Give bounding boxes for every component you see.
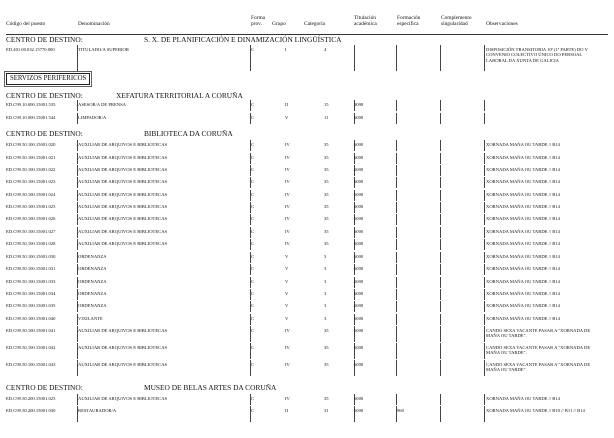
cell-codigo: ED.C99.50.100.15001.023 (6, 179, 56, 184)
column-divider (484, 326, 485, 342)
cell-observaciones: XORNADA MAÑA OU TARDE // B14 (486, 229, 560, 234)
column-divider (484, 394, 485, 405)
column-divider (440, 113, 441, 124)
cell-forma-prov: C (251, 216, 255, 221)
cell-codigo: ED.C99.50.200.15001.030 (6, 408, 56, 413)
cell-codigo: ED.C99.50.100.15001.027 (6, 229, 56, 234)
cell-titulacion: 6000 (354, 155, 364, 160)
table-row (0, 192, 614, 201)
cell-codigo: ED.C99.50.100.15001.034 (6, 291, 56, 296)
cell-observaciones: XORNADA MAÑA OU TARDE // B10 // B11 // B14 (486, 408, 585, 413)
column-divider (396, 45, 397, 71)
cell-grupo: V (285, 291, 289, 296)
cell-observaciones: XORNADA MAÑA OU TARDE // B14 (486, 316, 560, 321)
column-divider (396, 264, 397, 275)
cell-codigo: ED.C99.50.100.15001.026 (6, 216, 56, 221)
table-row (0, 102, 614, 111)
table-row (0, 115, 614, 124)
cell-grupo: IV (285, 167, 290, 172)
column-divider (484, 100, 485, 111)
cell-categoria: 3 (324, 279, 327, 284)
cell-grupo: V (285, 279, 289, 284)
cell-categoria: 35 (324, 155, 329, 160)
cell-denominacion: AUXILIAR DE ARQUIVOS E BIBLIOTECAS (78, 241, 168, 246)
cell-titulacion: 6000 (354, 216, 364, 221)
cell-categoria: 35 (324, 142, 329, 147)
cell-grupo: II (285, 102, 289, 107)
cell-categoria: 4 (324, 47, 327, 52)
column-divider (484, 190, 485, 201)
cell-grupo: V (285, 266, 289, 271)
cell-codigo: ED.C99.50.100.15001.025 (6, 204, 56, 209)
column-divider (396, 343, 397, 359)
column-divider (440, 264, 441, 275)
cell-categoria: 3 (324, 303, 327, 308)
center-name: S. X. DE PLANIFICACIÓN E DINAMIZACIÓN LINGÜÍSTICA (144, 35, 342, 44)
cell-denominacion: LIMPADOR/A (78, 115, 107, 120)
header-complemento: Complemento singularidad (441, 15, 472, 27)
center-name: XEFATURA TERRITORIAL A CORUÑA (116, 91, 243, 100)
cell-codigo: ED.401.00.032.15770.000 (6, 47, 55, 52)
column-divider (440, 406, 441, 422)
column-divider (396, 239, 397, 250)
column-divider (396, 326, 397, 342)
cell-forma-prov: C (251, 303, 255, 308)
cell-forma-prov: C (251, 155, 255, 160)
table-header (0, 14, 614, 34)
cell-forma-prov: C (251, 266, 255, 271)
cell-categoria: 35 (324, 345, 329, 350)
cell-formacion: 960 (397, 408, 404, 413)
cell-observaciones: XORNADA MAÑA OU TARDE // B14 (486, 266, 560, 271)
cell-grupo: IV (285, 229, 290, 234)
cell-observaciones: XORNADA MAÑA OU TARDE // B14 (486, 396, 560, 401)
cell-forma-prov: C (251, 362, 255, 367)
cell-observaciones: XORNADA MAÑA OU TARDE // B14 (486, 279, 560, 284)
column-divider (396, 113, 397, 124)
cell-denominacion: AUXILIAR DE ARQUIVOS E BIBLIOTECAS (78, 229, 168, 234)
cell-codigo: ED.C99.50.100.15001.042 (6, 345, 56, 350)
table-row (0, 179, 614, 188)
cell-categoria: 35 (324, 192, 329, 197)
center-label: CENTRO DE DESTINO: (6, 383, 83, 392)
center-label: CENTRO DE DESTINO: (6, 35, 83, 44)
column-divider (396, 140, 397, 151)
header-categoria: Categoría (304, 21, 325, 27)
cell-categoria: 35 (324, 362, 329, 367)
cell-titulacion: 6000 (354, 328, 364, 333)
column-divider (440, 153, 441, 164)
cell-denominacion: AUXILIAR DE ARQUIVOS E BIBLIOTECAS (78, 192, 168, 197)
cell-denominacion: TITULADO/A SUPERIOR (78, 47, 129, 52)
cell-grupo: IV (285, 155, 290, 160)
cell-denominacion: AUXILIAR DE ARQUIVOS E BIBLIOTECAS (78, 396, 168, 401)
header-observaciones: Observaciones (486, 21, 518, 27)
cell-forma-prov: C (251, 192, 255, 197)
column-divider (396, 177, 397, 188)
column-divider (484, 360, 485, 376)
cell-forma-prov: C (251, 167, 255, 172)
column-divider (484, 113, 485, 124)
cell-forma-prov: C (251, 396, 255, 401)
cell-codigo: ED.C99.50.100.15001.041 (6, 328, 56, 333)
cell-observaciones: CANDO SEXA VACANTE PASAR A "XORNADA DE MAÑA OU TARDE". (486, 328, 591, 339)
column-divider (484, 45, 485, 71)
cell-observaciones: XORNADA MAÑA OU TARDE // B14 (486, 216, 560, 221)
cell-forma-prov: C (251, 241, 255, 246)
cell-codigo: ED.C99.50.100.15001.020 (6, 142, 56, 147)
cell-denominacion: VIXILANTE (78, 316, 103, 321)
cell-denominacion: ORDENANZA (78, 291, 107, 296)
cell-titulacion: 6000 (354, 408, 364, 413)
table-row (0, 241, 614, 250)
table-row (0, 279, 614, 288)
header-formacion: Formación específica (397, 15, 421, 27)
cell-categoria: 35 (324, 229, 329, 234)
column-divider (484, 227, 485, 238)
cell-codigo: ED.C99.50.100.15001.040 (6, 316, 56, 321)
cell-grupo: V (285, 254, 289, 259)
cell-denominacion: AUXILIAR DE ARQUIVOS E BIBLIOTECAS (78, 142, 168, 147)
cell-grupo: V (285, 115, 289, 120)
cell-titulacion: 6000 (354, 229, 364, 234)
cell-categoria: 35 (324, 216, 329, 221)
table-row (0, 254, 614, 263)
column-divider (484, 202, 485, 213)
column-divider (354, 45, 355, 71)
cell-categoria: 35 (324, 167, 329, 172)
table-row (0, 303, 614, 312)
cell-denominacion: AUXILIAR DE ARQUIVOS E BIBLIOTECAS (78, 328, 168, 333)
table-row (0, 266, 614, 275)
cell-forma-prov: C (251, 328, 255, 333)
cell-grupo: IV (285, 192, 290, 197)
cell-titulacion: 6000 (354, 254, 364, 259)
cell-forma-prov: C (251, 179, 255, 184)
cell-titulacion: 3098 (354, 102, 364, 107)
cell-denominacion: AUXILIAR DE ARQUIVOS E BIBLIOTECAS (78, 155, 168, 160)
cell-denominacion: AUXILIAR DE ARQUIVOS E BIBLIOTECAS (78, 345, 168, 350)
column-divider (440, 252, 441, 263)
cell-codigo: ED.C99.50.100.15001.043 (6, 362, 56, 367)
cell-forma-prov: C (251, 345, 255, 350)
cell-categoria: 35 (324, 179, 329, 184)
table-row (0, 396, 614, 405)
column-divider (396, 314, 397, 325)
column-divider (440, 45, 441, 71)
column-divider (484, 343, 485, 359)
cell-categoria: 35 (324, 241, 329, 246)
cell-codigo: ED.C99.10.000.15001.544 (6, 115, 56, 120)
cell-grupo: IV (285, 216, 290, 221)
column-divider (396, 165, 397, 176)
cell-titulacion: 6000 (354, 192, 364, 197)
cell-categoria: 35 (324, 328, 329, 333)
column-divider (484, 277, 485, 288)
column-divider (440, 239, 441, 250)
cell-titulacion: 6000 (354, 362, 364, 367)
column-divider (484, 177, 485, 188)
cell-titulacion: 6000 (354, 345, 364, 350)
center-name: BIBLIOTECA DA CORUÑA (144, 129, 233, 138)
table-row (0, 142, 614, 151)
center-label: CENTRO DE DESTINO: (6, 129, 83, 138)
cell-codigo: ED.C99.50.100.15001.022 (6, 167, 56, 172)
cell-forma-prov: C (251, 291, 255, 296)
column-divider (484, 239, 485, 250)
column-divider (396, 153, 397, 164)
cell-codigo: ED.C99.50.100.15001.035 (6, 303, 56, 308)
cell-codigo: ED.C99.50.100.15001.031 (6, 266, 56, 271)
table-row (0, 328, 614, 342)
cell-codigo: ED.C99.50.100.15001.024 (6, 192, 56, 197)
cell-grupo: IV (285, 204, 290, 209)
column-divider (484, 314, 485, 325)
column-divider (484, 140, 485, 151)
cell-observaciones: XORNADA MAÑA OU TARDE // B14 (486, 204, 560, 209)
column-divider (484, 406, 485, 422)
cell-denominacion: AUXILIAR DE ARQUIVOS E BIBLIOTECAS (78, 216, 168, 221)
servizos-perifericos-box: SERVIZOS PERIFERICOS (6, 73, 90, 85)
table-row (0, 229, 614, 238)
cell-grupo: V (285, 303, 289, 308)
column-divider (484, 153, 485, 164)
column-divider (396, 227, 397, 238)
cell-grupo: IV (285, 362, 290, 367)
cell-titulacion: 6000 (354, 179, 364, 184)
center-label: CENTRO DE DESTINO: (6, 91, 83, 100)
column-divider (396, 289, 397, 300)
cell-titulacion: 6000 (354, 291, 364, 296)
cell-denominacion: ORDENANZA (78, 303, 107, 308)
cell-observaciones: XORNADA MAÑA OU TARDE // B14 (486, 254, 560, 259)
column-divider (396, 100, 397, 111)
cell-observaciones: CANDO SEXA VACANTE PASAR A "XORNADA DE MAÑA OU TARDE". (486, 362, 591, 373)
cell-denominacion: AUXILIAR DE ARQUIVOS E BIBLIOTECAS (78, 204, 168, 209)
cell-categoria: 35 (324, 204, 329, 209)
cell-grupo: IV (285, 345, 290, 350)
table-row (0, 291, 614, 300)
column-divider (440, 343, 441, 359)
cell-grupo: IV (285, 241, 290, 246)
cell-titulacion: 6000 (354, 241, 364, 246)
cell-categoria: 3 (324, 266, 327, 271)
column-divider (484, 252, 485, 263)
column-divider (396, 360, 397, 376)
cell-titulacion: 6000 (354, 303, 364, 308)
cell-titulacion: 6000 (354, 204, 364, 209)
table-row (0, 47, 614, 71)
column-divider (440, 227, 441, 238)
table-row (0, 408, 614, 422)
cell-categoria: 15 (324, 102, 329, 107)
table-row (0, 362, 614, 376)
cell-observaciones: XORNADA MAÑA OU TARDE // B14 (486, 179, 560, 184)
column-divider (440, 314, 441, 325)
column-divider (396, 214, 397, 225)
column-divider (396, 277, 397, 288)
cell-categoria: 3 (324, 254, 327, 259)
cell-titulacion: 6000 (354, 316, 364, 321)
cell-denominacion: ORDENANZA (78, 266, 107, 271)
cell-categoria: 35 (324, 396, 329, 401)
column-divider (440, 289, 441, 300)
column-divider (484, 165, 485, 176)
column-divider (440, 190, 441, 201)
cell-grupo: II (285, 408, 289, 413)
table-row (0, 345, 614, 359)
cell-titulacion: 6000 (354, 167, 364, 172)
cell-titulacion: 6000 (354, 115, 364, 120)
column-divider (440, 214, 441, 225)
cell-denominacion: ORDENANZA (78, 279, 107, 284)
column-divider (396, 252, 397, 263)
cell-categoria: 31 (324, 408, 329, 413)
header-titulacion: Titulación académica (354, 15, 377, 27)
column-divider (440, 165, 441, 176)
cell-titulacion: 6000 (354, 142, 364, 147)
cell-forma-prov: C (251, 142, 255, 147)
table-row (0, 167, 614, 176)
cell-codigo: ED.C99.50.100.15001.033 (6, 279, 56, 284)
cell-denominacion: ASESOR/A DE PRENSA (78, 102, 126, 107)
column-divider (396, 190, 397, 201)
cell-observaciones: CANDO SEXA VACANTE PASAR A "XORNADA DE MAÑA OU TARDE". (486, 345, 591, 356)
column-divider (484, 289, 485, 300)
cell-categoria: 3 (324, 291, 327, 296)
cell-grupo: IV (285, 179, 290, 184)
column-divider (484, 301, 485, 312)
column-divider (396, 301, 397, 312)
cell-observaciones: DISPOSICIÓN TRANSITORIA 10ª (1ª PARTE) DO V CONVENIO COLECTIVO ÚNICO DO PERSOAL LABORAL DA XUNTA DE GALICIA (486, 47, 588, 63)
cell-forma-prov: C (251, 408, 255, 413)
cell-grupo: IV (285, 142, 290, 147)
cell-grupo: I (285, 47, 287, 52)
header-denominacion: Denominación (78, 21, 110, 27)
cell-titulacion: 6000 (354, 279, 364, 284)
cell-observaciones: XORNADA MAÑA OU TARDE // B14 (486, 155, 560, 160)
column-divider (484, 214, 485, 225)
cell-observaciones: XORNADA MAÑA OU TARDE // B14 (486, 241, 560, 246)
column-divider (440, 277, 441, 288)
column-divider (484, 264, 485, 275)
cell-codigo: ED.C99.50.200.15001.025 (6, 396, 56, 401)
table-row (0, 216, 614, 225)
cell-titulacion: 6000 (354, 266, 364, 271)
cell-titulacion: 6000 (354, 396, 364, 401)
column-divider (440, 202, 441, 213)
cell-forma-prov: C (251, 115, 255, 120)
column-divider (440, 326, 441, 342)
cell-forma-prov: C (251, 102, 255, 107)
cell-observaciones: XORNADA MAÑA OU TARDE // B14 (486, 142, 560, 147)
header-forma-prov: Forma prov. (251, 15, 266, 27)
cell-categoria: 11 (324, 115, 329, 120)
center-name: MUSEO DE BELAS ARTES DA CORUÑA (144, 383, 277, 392)
cell-categoria: 3 (324, 316, 327, 321)
cell-observaciones: XORNADA MAÑA OU TARDE // B14 (486, 167, 560, 172)
cell-denominacion: AUXILIAR DE ARQUIVOS E BIBLIOTECAS (78, 179, 168, 184)
cell-forma-prov: C (251, 279, 255, 284)
column-divider (440, 100, 441, 111)
cell-grupo: IV (285, 396, 290, 401)
cell-codigo: ED.C99.10.000.15001.535 (6, 102, 56, 107)
column-divider (440, 301, 441, 312)
cell-forma-prov: C (251, 47, 255, 52)
cell-denominacion: AUXILIAR DE ARQUIVOS E BIBLIOTECAS (78, 362, 168, 367)
column-divider (440, 394, 441, 405)
cell-observaciones: XORNADA MAÑA OU TARDE // B14 (486, 192, 560, 197)
cell-denominacion: RESTAURADOR/A (78, 408, 117, 413)
cell-codigo: ED.C99.50.100.15001.028 (6, 241, 56, 246)
column-divider (440, 177, 441, 188)
cell-denominacion: AUXILIAR DE ARQUIVOS E BIBLIOTECAS (78, 167, 168, 172)
table-row (0, 204, 614, 213)
column-divider (396, 202, 397, 213)
cell-grupo: IV (285, 328, 290, 333)
cell-denominacion: ORDENANZA (78, 254, 107, 259)
cell-forma-prov: C (251, 204, 255, 209)
cell-forma-prov: C (251, 316, 255, 321)
header-grupo: Grupo (272, 21, 286, 27)
header-codigo: Código del puesto (6, 21, 46, 27)
cell-forma-prov: C (251, 229, 255, 234)
column-divider (440, 140, 441, 151)
table-row (0, 316, 614, 325)
cell-forma-prov: C (251, 254, 255, 259)
table-row (0, 155, 614, 164)
column-divider (440, 360, 441, 376)
cell-observaciones: XORNADA MAÑA OU TARDE // B14 (486, 291, 560, 296)
cell-grupo: V (285, 316, 289, 321)
cell-codigo: ED.C99.50.100.15001.021 (6, 155, 56, 160)
cell-codigo: ED.C99.50.100.15001.030 (6, 254, 56, 259)
column-divider (396, 394, 397, 405)
cell-observaciones: XORNADA MAÑA OU TARDE // B14 (486, 303, 560, 308)
